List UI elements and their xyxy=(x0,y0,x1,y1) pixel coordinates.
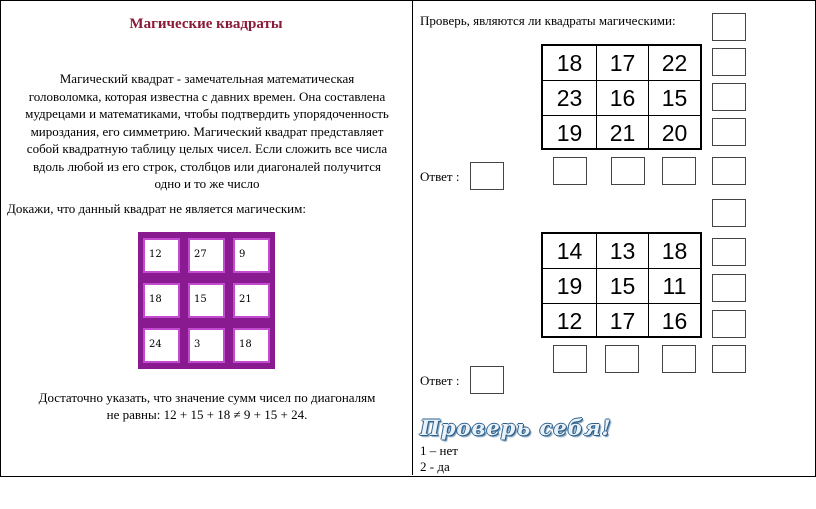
square-cell: 15 xyxy=(649,81,700,116)
column-divider xyxy=(412,0,413,475)
row-sum-box[interactable] xyxy=(712,48,746,76)
magic-cell: 27 xyxy=(188,238,225,273)
number-square-2 xyxy=(541,232,702,338)
intro-line: мудрецами и математиками, чтобы подтвердить упорядоченность xyxy=(25,106,389,121)
intro-line: мироздания, его симметрию. Магический квадрат представляет xyxy=(30,123,384,139)
magic-cell: 24 xyxy=(143,328,180,363)
square-cell: 19 xyxy=(543,116,597,148)
column-sum-box[interactable] xyxy=(662,345,696,373)
answer-key-line: 1 – нет xyxy=(420,443,458,458)
magic-cell: 21 xyxy=(233,283,270,318)
diagonal-sum-box[interactable] xyxy=(712,13,746,41)
square-cell: 23 xyxy=(543,81,597,116)
answer-box-2[interactable] xyxy=(470,366,504,394)
square-cell: 14 xyxy=(543,234,597,269)
magic-cell: 3 xyxy=(188,328,225,363)
magic-cell: 9 xyxy=(233,238,270,273)
square-cell: 11 xyxy=(649,269,700,304)
diagonal-sum-box[interactable] xyxy=(712,345,746,373)
column-sum-box[interactable] xyxy=(605,345,639,373)
diagonal-answer xyxy=(6,389,408,423)
square-cell: 17 xyxy=(597,46,649,81)
answer-line: не равны: 12 + 15 + 18 ≠ 9 + 15 + 24. xyxy=(106,407,308,422)
magic-cell: 18 xyxy=(143,283,180,318)
square-cell: 19 xyxy=(543,269,597,304)
magic-cell: 12 xyxy=(143,238,180,273)
row-sum-box[interactable] xyxy=(712,274,746,302)
square-cell: 18 xyxy=(543,46,597,81)
intro-line: Магический квадрат - замечательная математическая xyxy=(59,71,355,86)
magic-cell: 18 xyxy=(233,328,270,363)
check-question: Проверь, являются ли квадраты магическими: xyxy=(420,13,676,28)
square-cell: 13 xyxy=(597,234,649,269)
diagonal-sum-box[interactable] xyxy=(712,157,746,185)
square-cell: 18 xyxy=(649,234,700,269)
intro-line: собой квадратную таблицу целых чисел. Если сложить все числа xyxy=(26,141,388,156)
answer-line: Достаточно указать, что значение сумм чисел по диагоналям xyxy=(38,390,376,405)
square-cell: 16 xyxy=(597,81,649,116)
row-sum-box[interactable] xyxy=(712,118,746,146)
self-check-title: Проверь себя! xyxy=(420,415,612,440)
magic-cell: 15 xyxy=(188,283,225,318)
intro-line: вдоль любой из его строк, столбцов или диагоналей получится xyxy=(33,158,381,174)
diagonal-sum-box[interactable] xyxy=(712,199,746,227)
square-cell: 12 xyxy=(543,304,597,336)
column-sum-box[interactable] xyxy=(662,157,696,185)
answer-box-1[interactable] xyxy=(470,162,504,190)
square-cell: 17 xyxy=(597,304,649,336)
number-square-1 xyxy=(541,44,702,150)
answer-label-1: Ответ : xyxy=(420,169,460,184)
worksheet-title: Магические квадраты xyxy=(129,16,283,32)
prove-prompt: Докажи, что данный квадрат не является магическим: xyxy=(7,201,306,216)
intro-line: головоломка, которая известна с давних времен. Она составлена xyxy=(28,88,386,104)
answer-key-line: 2 - да xyxy=(420,459,450,474)
square-cell: 16 xyxy=(661,308,688,334)
row-sum-box[interactable] xyxy=(712,310,746,338)
row-sum-box[interactable] xyxy=(712,83,746,111)
column-sum-box[interactable] xyxy=(553,345,587,373)
answer-label-2: Ответ : xyxy=(420,373,460,388)
intro-paragraph xyxy=(6,70,408,193)
column-sum-box[interactable] xyxy=(553,157,587,185)
row-sum-box[interactable] xyxy=(712,238,746,266)
square-cell: 22 xyxy=(649,46,700,81)
square-cell: 21 xyxy=(597,116,649,148)
magic-square-example xyxy=(138,232,275,369)
square-cell: 20 xyxy=(661,120,688,146)
intro-line: одно и то же число xyxy=(154,176,260,191)
square-cell: 15 xyxy=(597,269,649,304)
column-sum-box[interactable] xyxy=(611,157,645,185)
